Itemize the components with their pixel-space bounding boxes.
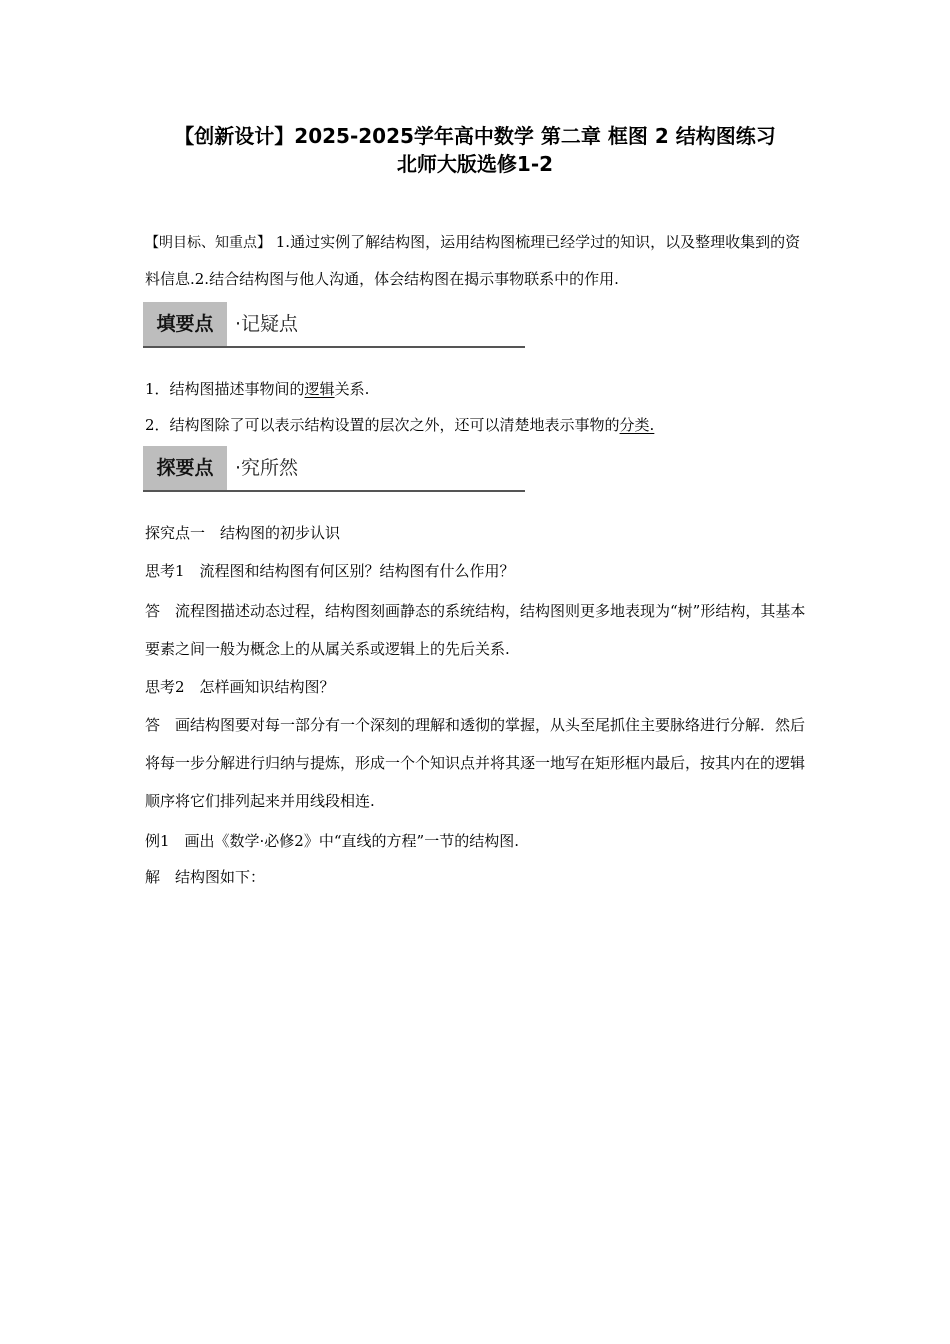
- section-banner-explore: [143, 446, 525, 492]
- fill-item-1-text: 1．结构图描述事物间的: [145, 380, 305, 398]
- explore-point-1: 探究点一 结构图的初步认识: [145, 524, 341, 542]
- fill-item-1: [145, 378, 369, 399]
- fill-item-2-text: 2．结构图除了可以表示结构设置的层次之外，还可以清楚地表示事物的: [145, 416, 620, 434]
- section-explore-label: 探要点: [143, 446, 227, 490]
- title-line-1: 【创新设计】2025-2025学年高中数学 第二章 框图 2 结构图练习: [174, 124, 776, 148]
- section-fill-label: 填要点: [143, 302, 227, 346]
- title-line-2: 北师大版选修1-2: [396, 152, 554, 176]
- example-1: 例1 画出《数学·必修2》中“直线的方程”一节的结构图.: [145, 832, 519, 850]
- section-banner-fill: [143, 302, 525, 348]
- fill-item-1-end: 关系.: [334, 380, 370, 398]
- answer-2: 答 画结构图要对每一部分有一个深刻的理解和透彻的掌握，从头至尾抓住主要脉络进行分解．然后将每一步分解进行归纳与提炼，形成一个个知识点并将其逐一地写在矩形框内最后，按其内在的逻辑顺序将它们排列起来并用线段相连.: [145, 716, 806, 810]
- objectives-paragraph: [145, 224, 810, 297]
- solution-1: 解 结构图如下：: [145, 868, 266, 886]
- answer-1: 答 流程图描述动态过程，结构图刻画静态的系统结构，结构图则更多地表现为“树”形结构，其基本要素之间一般为概念上的从属关系或逻辑上的先后关系.: [145, 602, 806, 658]
- think-2: 思考2 怎样画知识结构图？: [145, 678, 335, 696]
- fill-item-1-answer: 逻辑: [304, 380, 335, 398]
- objectives-text: 1.通过实例了解结构图，运用结构图梳理已经学过的知识，以及整理收集到的资料信息.2.结合结构图与他人沟通，体会结构图在揭示事物联系中的作用.: [145, 233, 801, 288]
- document-title: [0, 122, 950, 178]
- section-fill-sub: ·记疑点: [235, 313, 299, 335]
- section-explore-sub: ·究所然: [235, 457, 299, 479]
- fill-item-2: [145, 414, 672, 435]
- think-1: 思考1 流程图和结构图有何区别？结构图有什么作用？: [145, 562, 515, 580]
- objectives-tag: 【明目标、知重点】: [145, 235, 271, 251]
- fill-item-2-answer: 分类.: [619, 416, 655, 434]
